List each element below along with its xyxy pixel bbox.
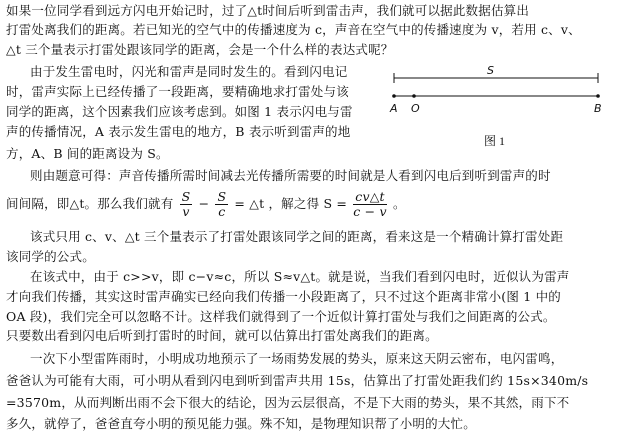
figure-1 xyxy=(388,64,613,150)
paragraph-5-line-2: 才向我们传播，其实这时雷声确实已经向我们传播一小段距离了，只不过这个距离非常小(图 1 中的 xyxy=(6,289,561,304)
label-s: S xyxy=(487,64,494,77)
point-b xyxy=(596,94,600,98)
point-a xyxy=(392,94,396,98)
label-a: A xyxy=(390,102,398,115)
fraction-numerator: cv△t xyxy=(355,189,385,204)
fraction-solution xyxy=(353,190,387,219)
fraction-s-over-c xyxy=(215,190,228,219)
fraction-numerator: S xyxy=(181,189,191,204)
fraction-numerator: S xyxy=(217,189,227,204)
paragraph-6-line-3: =3570m，从而判断出雨不会下很大的结论，因为云层很高，不是下大雨的势头，果不其然，雨下不 xyxy=(6,395,570,410)
paragraph-1-line-1: 如果一位同学看到远方闪电开始记时，过了△t时间后听到雷击声，我们就可以据此数据估算出 xyxy=(6,3,530,18)
equation-rhs: = △t xyxy=(234,196,265,211)
fraction-denominator: c − v xyxy=(353,204,387,219)
paragraph-6-line-2: 爸爸认为可能有大雨，可小明从看到闪电到听到雷声共用 15s，估算出了打雷处距我们约 15s×340m/s xyxy=(6,373,589,388)
paragraph-2-line-3: 同学的距离，这个因素我们应该考虑到。如图 1 表示闪电与雷 xyxy=(6,104,353,119)
paragraph-6-line-1: 一次下小型雷阵雨时，小明成功地预示了一场雨势发展的势头，原来这天阴云密布，电闪雷鸣， xyxy=(30,351,564,366)
label-b: B xyxy=(594,102,602,115)
sentence-end: 。 xyxy=(392,196,406,211)
paragraph-2-line-1: 由于发生雷电时，闪光和雷声是同时发生的。看到闪电记 xyxy=(30,64,348,79)
fraction-denominator: c xyxy=(218,204,226,219)
paragraph-1-line-2: 打雷处离我们的距离。若已知光的空气中的传播速度为 c，声音在空气中的传播速度为 v，若用 c、v、 xyxy=(6,22,581,37)
label-o: O xyxy=(411,102,420,115)
paragraph-1-line-3: △t 三个量表示打雷处跟该同学的距离，会是一个什么样的表达式呢？ xyxy=(6,42,394,57)
paragraph-3-line-1: 则由题意可得：声音传播所需时间减去光传播所需要的时间就是人看到闪电后到听到雷声的时 xyxy=(30,168,551,183)
paragraph-4-line-2: 该同学的公式。 xyxy=(6,249,95,264)
paragraph-3-line-2 xyxy=(6,186,406,222)
paragraph-6-line-4: 多久，就停了，爸爸直夸小明的预见能力强。殊不知，是物理知识帮了小明的大忙。 xyxy=(6,416,476,431)
paragraph-5-line-1: 在该式中，由于 c>>v，即 c−v≈c，所以 S≈v△t。就是说，当我们看到闪电时，近似认为雷声 xyxy=(30,269,570,284)
paragraph-5-line-4: 只要数出看到闪电后听到打雷时的时间，就可以估算出打雷处离我们的距离。 xyxy=(6,328,438,343)
paragraph-2-line-5: 方，A、B 间的距离设为 S。 xyxy=(6,146,169,161)
figure-caption: 图 1 xyxy=(484,134,506,148)
fraction-s-over-v xyxy=(180,190,193,219)
equation-intro: 间间隔，即△t。那么我们就有 xyxy=(6,196,174,211)
paragraph-2-line-2: 时，雷声实际上已经传播了一段距离，要精确地求打雷处与该 xyxy=(6,84,349,99)
point-o xyxy=(412,94,416,98)
paragraph-2-line-4: 声的传播情况，A 表示发生雷电的地方，B 表示听到雷声的地 xyxy=(6,124,351,139)
paragraph-4-line-1: 该式只用 c、v、△t 三个量表示了打雷处跟该同学之间的距离，看来这是一个精确计算打雷处距 xyxy=(30,229,564,244)
fraction-denominator: v xyxy=(182,204,190,219)
solution-intro: ，解之得 S = xyxy=(268,196,348,211)
paragraph-5-line-3: OA 段)，我们完全可以忽略不计。这样我们就得到了一个近似计算打雷处与我们之间距离的公式。 xyxy=(6,309,556,324)
minus-sign: − xyxy=(198,196,210,211)
